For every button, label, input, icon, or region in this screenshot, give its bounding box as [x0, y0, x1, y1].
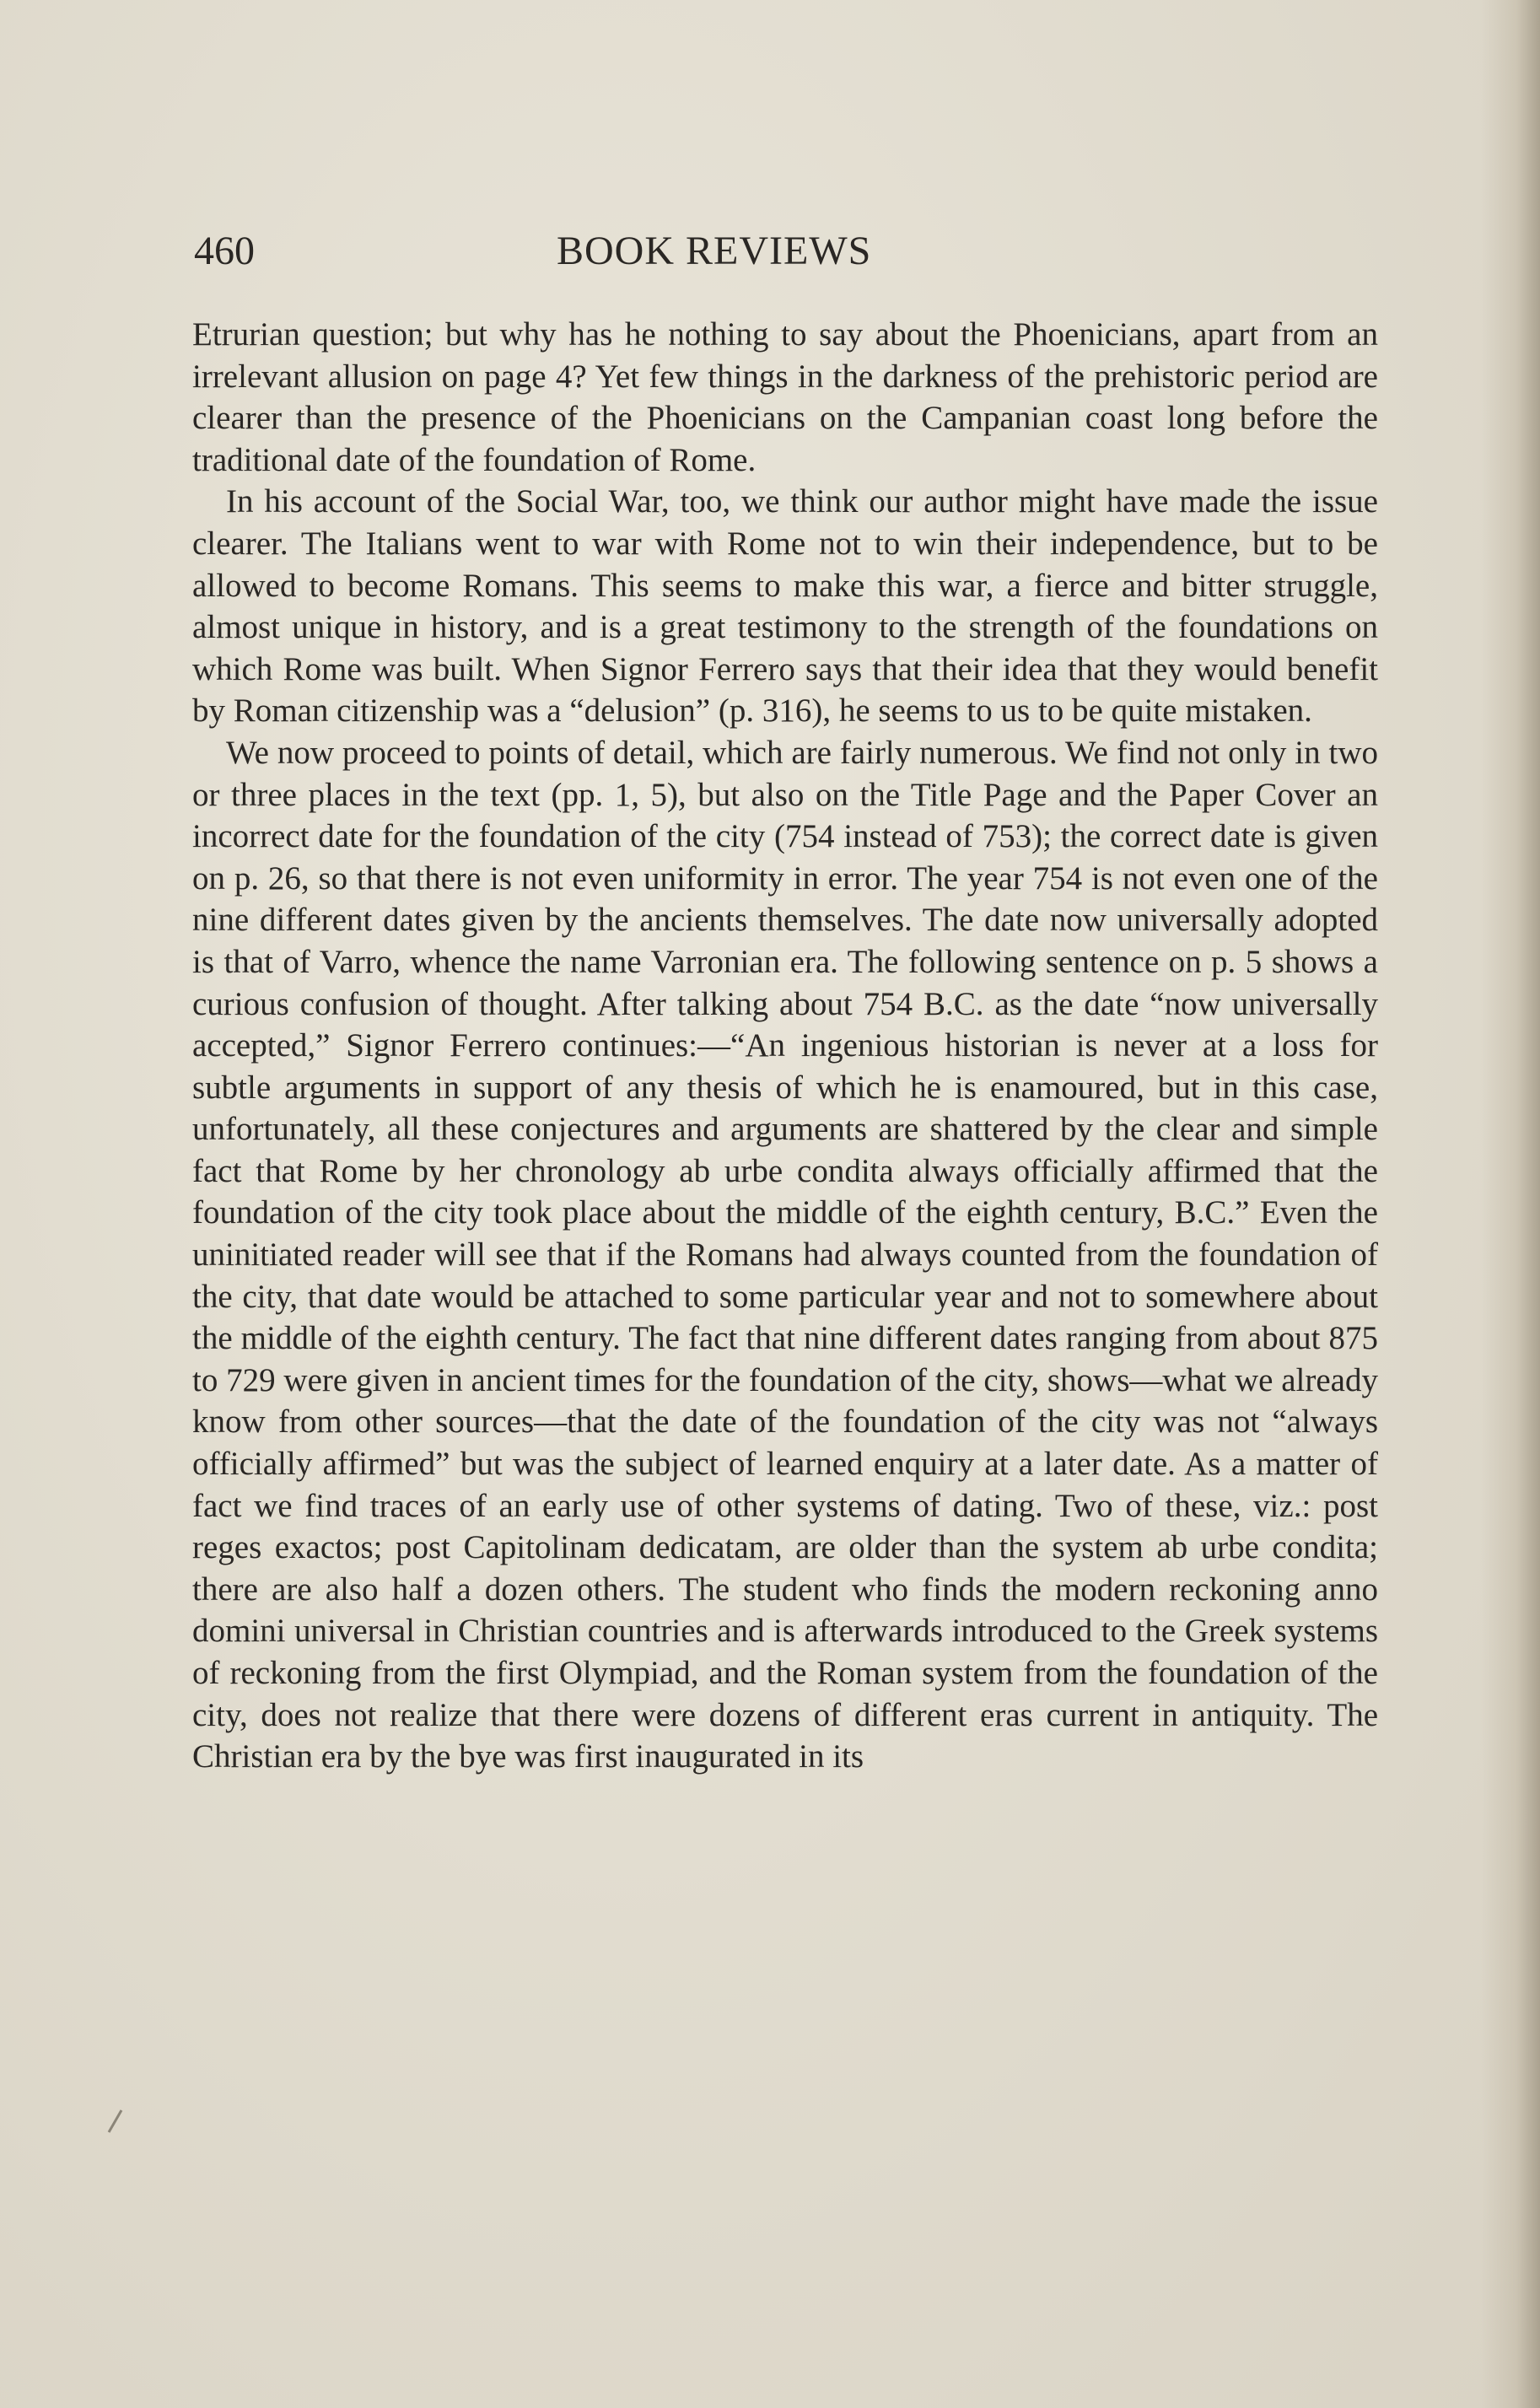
paragraph-2: In his account of the Social War, too, we think our author might have made the issue clearer. The Italians went to war with Rome not to win their independence, but to be allowed to become Romans. This seems to make this war, a fierce and bitter struggle, almost unique in history, and is a great testimony to the strength of the foundations on which Rome was built. When Signor Ferrero says that their idea that they would benefit by Roman citizenship was a “delusion” (p. 316), he seems to us to be quite mistaken.	[192, 483, 1378, 730]
running-head	[194, 218, 1375, 285]
paragraph-3: We now proceed to points of detail, which are fairly numerous. We find not only in two or three places in the text (pp. 1, 5), but also on the Title Page and the Paper Cover an incorrect date for the foundation of the city (754 instead of 753); the correct date is given on p. 26, so that there is not even uniformity in error. The year 754 is not even one of the nine different dates given by the ancients themselves. The date now universally adopted is that of Varro, whence the name Varronian era. The following sentence on p. 5 shows a curious confusion of thought. After talking about 754 B.C. as the date “now universally accepted,” Signor Ferrero continues:—“An ingenious historian is never at a loss for subtle arguments in support of any thesis of which he is enamoured, but in this case, unfortunately, all these conjectures and arguments are shattered by the clear and simple fact that Rome by her chronology ab urbe condita always officially affirmed that the foundation of the city took place about the middle of the eighth century, B.C.” Even the uninitiated reader will see that if the Romans had always counted from the foundation of the city, that date would be attached to some particular year and not to somewhere about the middle of the eighth century. The fact that nine different dates ranging from about 875 to 729 were given in ancient times for the foundation of the city, shows—what we already know from other sources—that the date of the foundation of the city was not “always officially affirmed” but was the subject of learned enquiry at a later date. As a matter of fact we find traces of an early use of other systems of dating. Two of these, viz.: post reges exactos; post Capitolinam dedicatam, are older than the system ab urbe condita; there are also half a dozen others. The student who finds the modern reckoning anno domini universal in Christian countries and is afterwards introduced to the Greek systems of reckoning from the first Olympiad, and the Roman system from the foundation of the city, does not realize that there were dozens of different eras current in antiquity. The Christian era by the bye was first inaugurated in its	[192, 734, 1378, 1775]
page-number: 460	[194, 229, 255, 273]
page-edge-shadow	[1481, 0, 1540, 2408]
margin-pencil-mark	[108, 2109, 123, 2132]
body-text	[192, 314, 1378, 1778]
running-head-title: BOOK REVIEWS	[557, 229, 872, 273]
paragraph-1: Etrurian question; but why has he nothing to say about the Phoenicians, apart from an irrelevant allusion on page 4? Yet few things in the darkness of the prehistoric period are clearer than the presence of the Phoenicians on the Campanian coast long before the traditional date of the foundation of Rome.	[192, 316, 1378, 478]
